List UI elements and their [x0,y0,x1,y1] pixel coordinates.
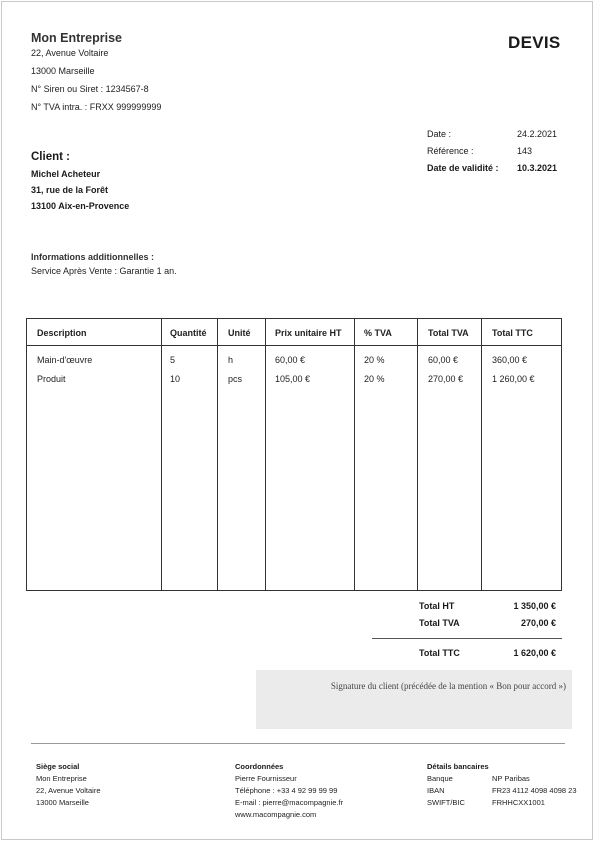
total-ttc-value: 1 620,00 € [513,648,556,658]
signature-label: Signature du client (précédée de la mention « Bon pour accord ») [330,681,566,691]
meta-validity-label: Date de validité : [427,163,499,173]
info-text: Service Après Vente : Garantie 1 an. [31,266,177,276]
footer-siege-line: 13000 Marseille [36,798,89,807]
header-unit: Unité [228,328,251,338]
footer-siege-line: Mon Entreprise [36,774,87,783]
row-vat-total: 270,00 € [428,374,464,384]
header-total-ttc: Total TTC [492,328,533,338]
company-name: Mon Entreprise [31,31,122,45]
footer-separator [31,743,565,744]
footer-swift-label: SWIFT/BIC [427,798,465,807]
footer-contact-website[interactable]: www.macompagnie.com [235,810,317,819]
row-vat-rate: 20 % [364,355,385,365]
row-quantity: 10 [170,374,181,384]
row-total-ttc: 360,00 € [492,355,528,365]
footer-swift-value: FRHHCXX1001 [492,798,545,807]
total-ttc-label: Total TTC [419,648,460,658]
row-vat-total: 60,00 € [428,355,459,365]
row-unit: h [228,355,234,365]
header-description: Description [37,328,87,338]
client-address-1: 31, rue de la Forêt [31,185,109,195]
footer-siege-line: 22, Avenue Voltaire [36,786,101,795]
row-unit-price: 105,00 € [275,374,311,384]
footer-bank-label: Banque [427,774,453,783]
total-tva-value: 270,00 € [520,618,556,628]
company-siren: N° Siren ou Siret : 1234567-8 [31,84,149,94]
header-vat-rate: % TVA [364,328,392,338]
row-vat-rate: 20 % [364,374,385,384]
client-address-2: 13100 Aix-en-Provence [31,201,130,211]
meta-validity-value: 10.3.2021 [517,163,558,173]
header-quantity: Quantité [170,328,207,338]
client-name: Michel Acheteur [31,169,101,179]
meta-date-label: Date : [427,129,452,139]
footer-siege-title: Siège social [36,762,80,771]
footer-bank-value: NP Paribas [492,774,530,783]
column-divider [265,319,266,590]
footer-contact-name: Pierre Fournisseur [235,774,297,783]
footer-contact-email[interactable]: E-mail : pierre@macompagnie.fr [235,798,344,807]
document-title: DEVIS [508,33,561,52]
footer-iban-label: IBAN [427,786,445,795]
row-total-ttc: 1 260,00 € [492,374,535,384]
meta-reference-value: 143 [517,146,533,156]
signature-box[interactable] [256,670,572,729]
row-quantity: 5 [170,355,176,365]
row-unit: pcs [228,374,243,384]
column-divider [481,319,482,590]
totals-separator [372,638,562,639]
footer-contact-phone: Téléphone : +33 4 92 99 99 99 [235,786,338,795]
footer-iban-value: FR23 4112 4098 4098 23 [492,786,577,795]
company-address-1: 22, Avenue Voltaire [31,48,109,58]
column-divider [417,319,418,590]
row-unit-price: 60,00 € [275,355,306,365]
client-heading: Client : [31,151,70,163]
footer-bank-title: Détails bancaires [427,762,489,771]
footer-contact-title: Coordonnées [235,762,284,771]
header-vat-total: Total TVA [428,328,469,338]
total-ht-value: 1 350,00 € [513,601,556,611]
column-divider [161,319,162,590]
info-heading: Informations additionnelles : [31,252,155,262]
column-divider [354,319,355,590]
company-tva: N° TVA intra. : FRXX 999999999 [31,102,162,112]
row-description: Produit [37,374,66,384]
row-description: Main-d'œuvre [37,355,93,365]
total-tva-label: Total TVA [419,618,460,628]
items-table [26,318,562,591]
company-address-2: 13000 Marseille [31,66,95,76]
header-unit-price: Prix unitaire HT [275,328,342,338]
meta-date-value: 24.2.2021 [517,129,558,139]
column-divider [217,319,218,590]
meta-reference-label: Référence : [427,146,474,156]
total-ht-label: Total HT [419,601,455,611]
